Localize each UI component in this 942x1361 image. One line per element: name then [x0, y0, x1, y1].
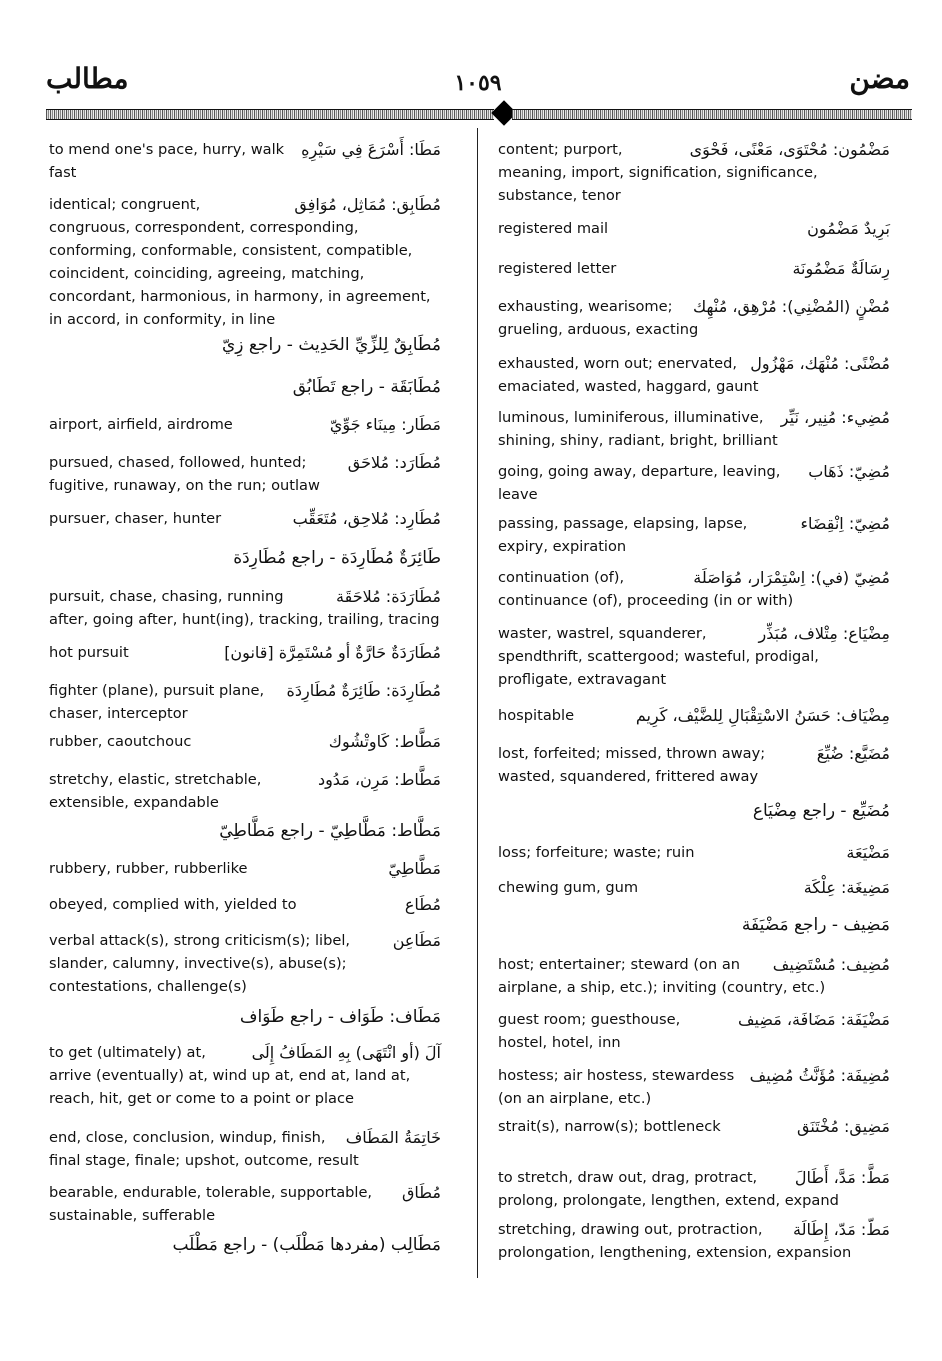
cross-reference-arabic: مَطَّاط: مَطَّاطِيّ - راجع مَطَّاطِيّ — [219, 821, 441, 841]
cross-reference-arabic: مُطَابَقَة - راجع تَطَابُق — [292, 377, 441, 397]
dictionary-entry — [49, 730, 441, 753]
definition-english: exhausted, worn out; enervated, emaciated, wasted, haggard, gaunt — [498, 355, 759, 395]
dictionary-entry — [49, 1041, 441, 1110]
definition-english: identical; congruent, congruous, correspondent, corresponding, conforming, conformable, consistent, compatible, coincident, coinciding, agreeing, matching, concordant, harmonious, in harmony, in agreement, in accord, in conformity, in line — [49, 196, 431, 328]
dictionary-entry — [498, 1115, 890, 1138]
definition-english: pursued, chased, followed, hunted; fugitive, runaway, on the run; outlaw — [49, 454, 320, 494]
headword-arabic: مُضِيّ: ذَهَاب — [808, 462, 890, 481]
dictionary-entry — [49, 413, 441, 436]
headword-arabic: مُطَارَدَة: مُلاحَقَة — [336, 587, 441, 606]
headword-arabic: مَضْمُون: مُحْتَوَى، مَعْنًى، فَحْوَى — [689, 140, 890, 159]
definition-english: rubbery, rubber, rubberlike — [49, 860, 248, 877]
headword-arabic: مُطَارِدَة: طَائِرَةٌ مُطَارِدَة — [286, 681, 441, 700]
headword-arabic: مُطَارَد: مُلاحَق — [347, 453, 441, 472]
dictionary-entry — [49, 546, 441, 570]
dictionary-entry — [49, 333, 441, 357]
dictionary-entry — [498, 1218, 890, 1264]
dictionary-entry — [49, 1181, 441, 1227]
definition-english: loss; forfeiture; waste; ruin — [498, 844, 695, 861]
headword-arabic: بَرِيدٌ مَضْمُون — [807, 219, 890, 238]
dictionary-entry — [49, 1126, 441, 1172]
dictionary-entry — [49, 679, 441, 725]
definition-english: to mend one's pace, hurry, walk fast — [49, 141, 285, 181]
headword-arabic: مُضَيَّع: ضُيِّعَ — [816, 744, 890, 763]
dictionary-entry — [49, 138, 441, 184]
definition-english: registered letter — [498, 260, 617, 277]
dictionary-entry — [49, 768, 441, 814]
dictionary-entry — [498, 460, 890, 506]
dictionary-entry — [49, 893, 441, 916]
dictionary-entry — [49, 375, 441, 399]
cross-reference-arabic: طَائِرَةٌ مُطَارِدَة - راجع مُطَارِدَة — [233, 548, 441, 568]
definition-english: stretching, drawing out, protraction, prolongation, lengthening, extension, expansion — [498, 1221, 852, 1261]
headword-arabic: مَضْيَفَة: مَضَافَة، مَضِيف — [737, 1010, 890, 1029]
dictionary-entry — [498, 257, 890, 280]
column-divider — [477, 128, 478, 1278]
definition-english: airport, airfield, airdrome — [49, 416, 233, 433]
definition-english: chewing gum, gum — [498, 879, 639, 896]
headword-arabic: مِضْيَاع: مِتْلاف، مُبَذِّر — [758, 624, 890, 643]
header-rule-right — [512, 109, 912, 120]
definition-english: host; entertainer; steward (on an airplane, a ship, etc.); inviting (country, etc.) — [498, 956, 826, 996]
headword-arabic: مَطَّاط: كَاوتْشُوك — [328, 732, 441, 751]
dictionary-entry — [498, 512, 890, 558]
definition-english: continuation (of), continuance (of), proceeding (in or with) — [498, 569, 794, 609]
headword-arabic: مُطَارِد: مُلاحِق، مُتَعَقِّب — [292, 509, 441, 528]
headword-arabic: مُضِيفَة: مُؤَنَّثُ مُضِيف — [749, 1066, 890, 1085]
headword-arabic: مُطَاع — [404, 895, 441, 914]
definition-english: waster, wastrel, squanderer, spendthrift, scattergood; wasteful, prodigal, profligate, extravagant — [498, 625, 819, 688]
definition-english: content; purport, meaning, import, signification, significance, substance, tenor — [498, 141, 818, 204]
headword-arabic: مُضِيف: مُسْتَضِيف — [772, 955, 890, 974]
dictionary-entry — [498, 841, 890, 864]
header-rule-left — [46, 109, 494, 120]
definition-english: hot pursuit — [49, 644, 129, 661]
dictionary-entry — [498, 876, 890, 899]
definition-english: lost, forfeited; missed, thrown away; wasted, squandered, frittered away — [498, 745, 766, 785]
definition-english: rubber, caoutchouc — [49, 733, 192, 750]
dictionary-entry — [498, 138, 890, 207]
definition-english: passing, passage, elapsing, lapse, expiry, expiration — [498, 515, 748, 555]
dictionary-entry — [498, 622, 890, 691]
dictionary-entry — [498, 704, 890, 727]
headword-arabic: مَضِيغَة: عِلْكَة — [803, 878, 890, 897]
dictionary-entry — [498, 799, 890, 823]
headword-arabic: مِضْيَاف: حَسَنُ الاسْتِقْبَالِ لِلضَّيْف، كَرِيم — [635, 706, 890, 725]
headword-arabic: آلَ (أو انْتَهَى) بِهِ المَطَافُ إِلَى — [251, 1043, 441, 1062]
cross-reference-arabic: مَطَالِب (مفردها مَطْلَب) - راجع مَطْلَب — [172, 1235, 441, 1255]
dictionary-entry — [49, 819, 441, 843]
headword-arabic: مُضِيء: مُنِير، نَيِّر — [780, 408, 890, 427]
definition-english: end, close, conclusion, windup, finish, final stage, finale; upshot, outcome, result — [49, 1129, 359, 1169]
headword-arabic: مُضْنٍ (المُضْنِي): مُرْهِق، مُنْهِك — [693, 297, 890, 316]
dictionary-entry — [498, 742, 890, 788]
dictionary-entry — [498, 217, 890, 240]
definition-english: strait(s), narrow(s); bottleneck — [498, 1118, 721, 1135]
dictionary-entry — [49, 641, 441, 664]
definition-english: stretchy, elastic, stretchable, extensible, expandable — [49, 771, 262, 811]
definition-english: pursuer, chaser, hunter — [49, 510, 222, 527]
dictionary-entry — [498, 1008, 890, 1054]
definition-english: exhausting, wearisome; grueling, arduous, exacting — [498, 298, 699, 338]
cross-reference-arabic: مَطَاف: طَوَاف - راجع طَوَاف — [239, 1007, 441, 1027]
definition-english: verbal attack(s), strong criticism(s); libel, slander, calumny, invective(s), abuse(s); contestations, challenge(s) — [49, 932, 351, 995]
headword-arabic: مُضِيّ: اِنْقِضَاء — [800, 514, 890, 533]
definition-english: guest room; guesthouse, hostel, hotel, inn — [498, 1011, 681, 1051]
dictionary-entry — [498, 566, 890, 612]
dictionary-entry — [498, 352, 890, 398]
headword-arabic: مَطّ: مَدّ، إِطَالَة — [793, 1220, 890, 1239]
headword-arabic: مُطَارَدَةٌ حَارَّةٌ أو مُسْتَمِرَّة [قانون] — [224, 643, 441, 662]
definition-english: registered mail — [498, 220, 609, 237]
headword-arabic: مَطَار: مِينَاء جَوِّيّ — [329, 415, 441, 434]
cross-reference-arabic: مَضِيف - راجع مَضْيَفَة — [741, 915, 890, 935]
definition-english: hostess; air hostess, stewardess (on an airplane, etc.) — [498, 1067, 735, 1107]
definition-english: luminous, luminiferous, illuminative, shining, shiny, radiant, bright, brilliant — [498, 409, 778, 449]
dictionary-entry — [498, 406, 890, 452]
headword-arabic: مَطَاعِن — [392, 931, 441, 950]
headword-arabic: مُضْنًى: مُنْهَك، مَهْزُول — [750, 354, 890, 373]
headword-arabic: مَضِيق: مُخْتَنَق — [797, 1117, 890, 1136]
headword-arabic: مُطَاق — [402, 1183, 441, 1202]
definition-english: obeyed, complied with, yielded to — [49, 896, 297, 913]
definition-english: fighter (plane), pursuit plane, chaser, interceptor — [49, 682, 265, 722]
cross-reference-arabic: مُطَابِقٌ لِلزِّيِّ الحَدِيث - راجع زِيّ — [221, 335, 441, 355]
dictionary-entry — [49, 929, 441, 998]
headword-arabic: مَطَّاطِيّ — [388, 859, 441, 878]
definition-english: bearable, endurable, tolerable, supportable, sustainable, sufferable — [49, 1184, 373, 1224]
page-number: ١٠٥٩ — [454, 70, 502, 96]
definition-english: pursuit, chase, chasing, running after, going after, hunt(ing), tracking, trailing, tracing — [49, 588, 440, 628]
dictionary-entry — [49, 507, 441, 530]
headword-arabic: مُطَابِق: مُمَاثِل، مُوَافِق — [294, 195, 441, 214]
definition-english: going, going away, departure, leaving, leave — [498, 463, 781, 503]
dictionary-entry — [49, 193, 441, 331]
dictionary-entry — [49, 1005, 441, 1029]
dictionary-entry — [498, 295, 890, 341]
headword-arabic: خَاتِمَةُ المَطَاف — [345, 1128, 441, 1147]
dictionary-entry — [498, 1166, 890, 1212]
dictionary-entry — [49, 857, 441, 880]
definition-english: to get (ultimately) at, arrive (eventually) at, wind up at, end at, land at, reach, hit, get or come to a point or place — [49, 1044, 411, 1107]
dictionary-entry — [49, 585, 441, 631]
headword-arabic: مَطَّاط: مَرِن، مَدُود — [317, 770, 441, 789]
definition-english: hospitable — [498, 707, 575, 724]
headword-arabic: مَطَّ: مَدَّ، أَطَالَ — [794, 1168, 890, 1187]
dictionary-entry — [49, 451, 441, 497]
cross-reference-arabic: مُضَيِّع - راجع مِضْيَاع — [752, 801, 890, 821]
dictionary-entry — [498, 953, 890, 999]
dictionary-entry — [49, 1233, 441, 1257]
dictionary-entry — [498, 1064, 890, 1110]
running-head-right: مضن — [849, 62, 910, 95]
running-head-left: مطالب — [46, 62, 129, 95]
dictionary-entry — [498, 913, 890, 937]
headword-arabic: رِسَالَةٌ مَضْمُونَة — [792, 259, 890, 278]
headword-arabic: مَطَا: أَسْرَعَ فِي سَيْرِهِ — [301, 140, 441, 159]
headword-arabic: مُضِيّ (في): اِسْتِمْرَار، مُوَاصَلَة — [693, 568, 890, 587]
definition-english: to stretch, draw out, drag, protract, prolong, prolongate, lengthen, extend, expand — [498, 1169, 839, 1209]
headword-arabic: مَضْيَعَة — [846, 843, 890, 862]
